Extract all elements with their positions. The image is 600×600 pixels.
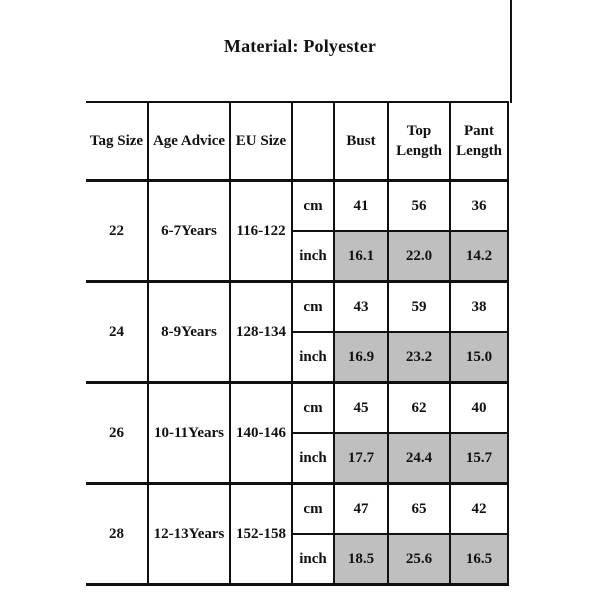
top-length-cm-value: 56 <box>388 181 450 232</box>
tag-size-cell: 22 <box>86 181 148 282</box>
eu-size-cell: 128-134 <box>230 282 292 383</box>
pant-length-inch-value: 15.7 <box>450 433 508 484</box>
bust-cm-value: 43 <box>334 282 388 333</box>
tag-size-cell: 28 <box>86 484 148 585</box>
table-header-row <box>86 102 508 181</box>
pant-length-inch-value: 16.5 <box>450 534 508 585</box>
col-header-unit-blank <box>292 102 334 181</box>
top-length-cm-value: 65 <box>388 484 450 535</box>
table-row-cm-26 <box>86 383 508 434</box>
pant-length-inch-value: 14.2 <box>450 231 508 282</box>
top-length-cm-value: 59 <box>388 282 450 333</box>
bust-inch-value: 18.5 <box>334 534 388 585</box>
col-header-top-length: Top Length <box>388 102 450 181</box>
top-length-inch-value: 25.6 <box>388 534 450 585</box>
unit-label-inch: inch <box>292 332 334 383</box>
unit-label-cm: cm <box>292 383 334 434</box>
top-length-inch-value: 24.4 <box>388 433 450 484</box>
size-table <box>86 101 509 586</box>
col-header-pant-length: Pant Length <box>450 102 508 181</box>
eu-size-cell: 140-146 <box>230 383 292 484</box>
bust-cm-value: 41 <box>334 181 388 232</box>
tag-size-cell: 24 <box>86 282 148 383</box>
table-row-cm-22 <box>86 181 508 232</box>
bust-cm-value: 45 <box>334 383 388 434</box>
bust-cm-value: 47 <box>334 484 388 535</box>
top-length-cm-value: 62 <box>388 383 450 434</box>
unit-label-cm: cm <box>292 484 334 535</box>
col-header-bust: Bust <box>334 102 388 181</box>
unit-label-inch: inch <box>292 433 334 484</box>
pant-length-cm-value: 42 <box>450 484 508 535</box>
age-advice-cell: 12-13Years <box>148 484 230 585</box>
bust-inch-value: 16.1 <box>334 231 388 282</box>
tag-size-cell: 26 <box>86 383 148 484</box>
col-header-eu-size: EU Size <box>230 102 292 181</box>
unit-label-inch: inch <box>292 231 334 282</box>
table-row-cm-28 <box>86 484 508 535</box>
pant-length-inch-value: 15.0 <box>450 332 508 383</box>
age-advice-cell: 6-7Years <box>148 181 230 282</box>
bust-inch-value: 16.9 <box>334 332 388 383</box>
age-advice-cell: 8-9Years <box>148 282 230 383</box>
page-title: Material: Polyester <box>223 36 377 56</box>
pant-length-cm-value: 36 <box>450 181 508 232</box>
col-header-age-advice: Age Advice <box>148 102 230 181</box>
eu-size-cell: 116-122 <box>230 181 292 282</box>
col-header-tag-size: Tag Size <box>86 102 148 181</box>
unit-label-inch: inch <box>292 534 334 585</box>
pant-length-cm-value: 38 <box>450 282 508 333</box>
unit-label-cm: cm <box>292 282 334 333</box>
table-row-cm-24 <box>86 282 508 333</box>
unit-label-cm: cm <box>292 181 334 232</box>
eu-size-cell: 152-158 <box>230 484 292 585</box>
vertical-divider-line <box>510 0 512 103</box>
bust-inch-value: 17.7 <box>334 433 388 484</box>
top-length-inch-value: 23.2 <box>388 332 450 383</box>
top-length-inch-value: 22.0 <box>388 231 450 282</box>
pant-length-cm-value: 40 <box>450 383 508 434</box>
age-advice-cell: 10-11Years <box>148 383 230 484</box>
